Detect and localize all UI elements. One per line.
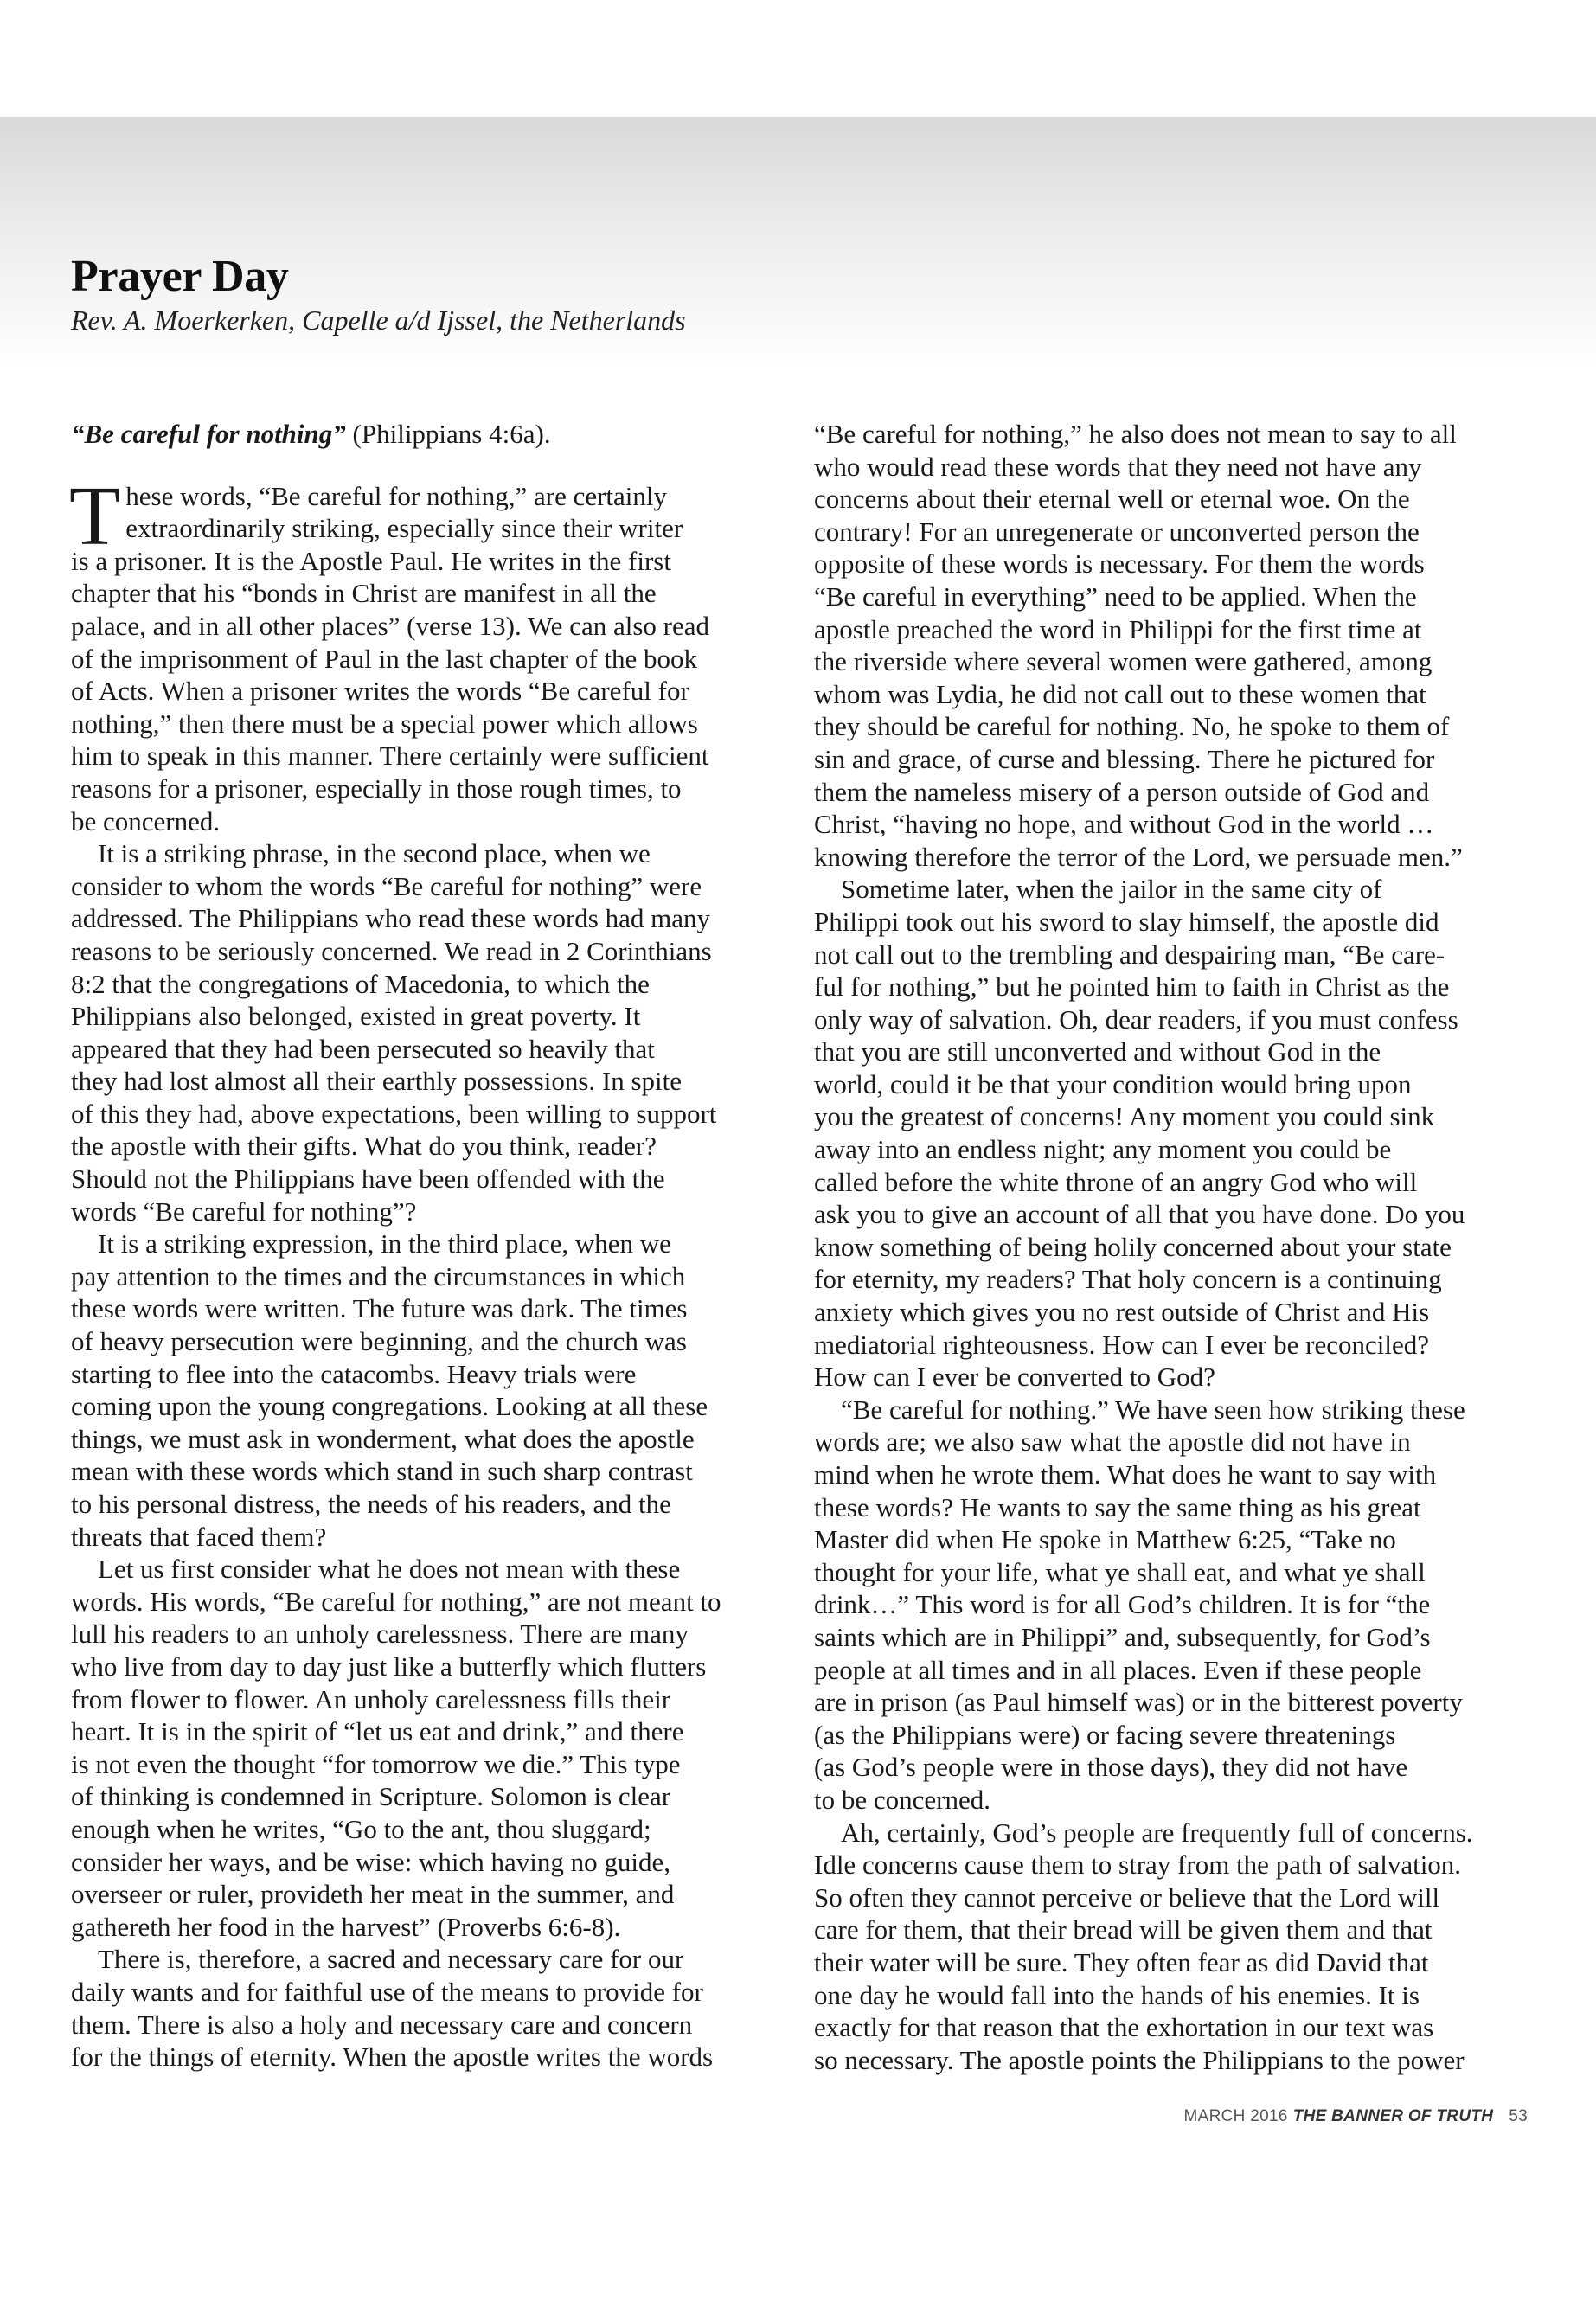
epigraph [71, 418, 777, 451]
text-line: from flower to flower. An unholy carelessness fills their [71, 1683, 671, 1715]
text-line: of the imprisonment of Paul in the last chapter of the book [71, 643, 698, 674]
text-line: Sometime later, when the jailor in the same city of [814, 874, 1382, 905]
text-line: things, we must ask in wonderment, what does the apostle [71, 1423, 695, 1454]
text-line: these words were written. The future was dark. The times [71, 1293, 688, 1324]
text-line: opposite of these words is necessary. For them the words [814, 548, 1425, 580]
text-line: they had lost almost all their earthly possessions. In spite [71, 1066, 683, 1097]
text-line: be concerned. [71, 805, 221, 836]
text-line: apostle preached the word in Philippi for the first time at [814, 613, 1422, 644]
text-line: reasons for a prisoner, especially in those rough times, to [71, 772, 682, 804]
page-footer [1183, 2107, 1528, 2126]
text-line: of Acts. When a prisoner writes the words “Be careful for [71, 676, 689, 707]
text-line: gathereth her food in the harvest” (Proverbs 6:6-8). [71, 1911, 621, 1942]
text-line: Should not the Philippians have been offended with the [71, 1163, 665, 1195]
text-line: you the greatest of concerns! Any moment you could sink [814, 1101, 1435, 1132]
text-line: of this they had, above expectations, been willing to support [71, 1098, 717, 1129]
text-line: ask you to give an account of all that you have done. Do you [814, 1199, 1465, 1230]
text-line: saints which are in Philippi” and, subsequently, for God’s [814, 1621, 1431, 1652]
text-line: thought for your life, what ye shall eat, and what ye shall [814, 1556, 1426, 1587]
text-line: lull his readers to an unholy carelessness. There are many [71, 1618, 689, 1650]
text-line: palace, and in all other places” (verse 13). We can also read [71, 610, 709, 641]
text-line: concerns about their eternal well or eternal woe. On the [814, 484, 1410, 515]
text-line: him to speak in this manner. There certainly were sufficient [71, 740, 709, 772]
text-line: addressed. The Philippians who read these words had many [71, 903, 710, 934]
footer-issue: MARCH 2016 [1183, 2107, 1288, 2125]
text-line: that you are still unconverted and without God in the [814, 1036, 1381, 1067]
text-line: who live from day to day just like a butterfly which flutters [71, 1650, 707, 1682]
text-line: drink…” This word is for all God’s children. It is for “the [814, 1589, 1431, 1620]
text-line: Ah, certainly, God’s people are frequently full of concerns. [814, 1817, 1473, 1848]
text-line: How can I ever be converted to God? [814, 1362, 1215, 1393]
text-line: the apostle with their gifts. What do you think, reader? [71, 1131, 657, 1162]
text-line: people at all times and in all places. Even if these people [814, 1654, 1422, 1685]
text-line: Idle concerns cause them to stray from the path of salvation. [814, 1849, 1462, 1881]
left-column-text [69, 469, 777, 2073]
text-line: Philippians also belonged, existed in great poverty. It [71, 1001, 641, 1032]
epigraph-gap [71, 451, 777, 480]
text-line: heart. It is in the spirit of “let us eat and drink,” and there [71, 1716, 684, 1747]
text-line: world, could it be that your condition would bring upon [814, 1068, 1412, 1099]
epigraph-quote: “Be careful for nothing” [71, 419, 346, 449]
text-line: “Be careful for nothing.” We have seen how striking these [814, 1394, 1465, 1425]
text-line: they should be careful for nothing. No, he spoke to them of [814, 711, 1450, 742]
text-line: for the things of eternity. When the apostle writes the words [71, 2041, 714, 2073]
column-left [71, 418, 777, 2073]
text-line: daily wants and for faithful use of the means to provide for [71, 1976, 703, 2007]
text-line: who would read these words that they need not have any [814, 451, 1422, 482]
text-line: appeared that they had been persecuted so heavily that [71, 1033, 655, 1064]
drop-cap: T [69, 469, 121, 562]
text-line: contrary! For an unregenerate or unconverted person the [814, 516, 1420, 547]
text-line: There is, therefore, a sacred and necessary care for our [71, 1944, 684, 1975]
text-line: Christ, “having no hope, and without God in the world … [814, 809, 1434, 840]
text-line: only way of salvation. Oh, dear readers, if you must confess [814, 1003, 1458, 1035]
text-line: these words? He wants to say the same thing as his great [814, 1491, 1421, 1522]
text-line: anxiety which gives you no rest outside of Christ and His [814, 1297, 1430, 1328]
text-line: pay attention to the times and the circumstances in which [71, 1260, 686, 1292]
text-line: mind when he wrote them. What does he want to say with [814, 1459, 1437, 1490]
text-line: know something of being holily concerned about your state [814, 1231, 1452, 1262]
text-line: their water will be sure. They often fear as did David that [814, 1946, 1429, 1977]
text-line: It is a striking expression, in the third place, when we [71, 1228, 671, 1259]
text-line: consider her ways, and be wise: which having no guide, [71, 1846, 671, 1877]
right-column-text [814, 418, 1526, 2076]
text-line: whom was Lydia, he did not call out to these women that [814, 678, 1426, 709]
article-byline: Rev. A. Moerkerken, Capelle a/d Ijssel, the Netherlands [71, 304, 686, 336]
text-line: to his personal distress, the needs of his readers, and the [71, 1489, 671, 1519]
text-line: threats that faced them? [71, 1521, 327, 1552]
page-number: 53 [1509, 2107, 1528, 2125]
text-line: chapter that his “bonds in Christ are manifest in all the [71, 578, 657, 609]
text-line: sin and grace, of curse and blessing. There he pictured for [814, 743, 1435, 774]
text-line: for eternity, my readers? That holy concern is a continuing [814, 1264, 1442, 1295]
text-line: of thinking is condemned in Scripture. Solomon is clear [71, 1781, 671, 1812]
text-line: to be concerned. [814, 1784, 990, 1815]
text-line: one day he would fall into the hands of his enemies. It is [814, 1979, 1420, 2010]
text-line: (as the Philippians were) or facing severe threatenings [814, 1719, 1396, 1750]
text-line: “Be careful in everything” need to be applied. When the [814, 580, 1417, 612]
text-line: not call out to the trembling and despairing man, “Be care- [814, 939, 1445, 970]
text-line: Let us first consider what he does not mean with these [71, 1554, 681, 1585]
text-line: is not even the thought “for tomorrow we die.” This type [71, 1748, 681, 1779]
column-right [814, 418, 1526, 2076]
text-line: is a prisoner. It is the Apostle Paul. He writes in the first [71, 545, 671, 576]
text-line: mediatorial righteousness. How can I ever be reconciled? [814, 1329, 1429, 1360]
text-line: knowing therefore the terror of the Lord, we persuade men.” [814, 841, 1463, 872]
text-line: consider to whom the words “Be careful for nothing” were [71, 870, 702, 901]
epigraph-reference: (Philippians 4:6a). [345, 419, 551, 449]
text-line: reasons to be seriously concerned. We read in 2 Corinthians [71, 935, 712, 966]
text-line: extraordinarily striking, especially since their writer [125, 513, 683, 544]
text-line: Master did when He spoke in Matthew 6:25, “Take no [814, 1524, 1396, 1555]
footer-publication: THE BANNER OF TRUTH [1292, 2107, 1494, 2125]
text-line: called before the white throne of an angry God who will [814, 1166, 1418, 1197]
text-line: words “Be careful for nothing”? [71, 1195, 417, 1227]
text-line: words. His words, “Be careful for nothing,” are not meant to [71, 1586, 721, 1617]
text-line: are in prison (as Paul himself was) or in the bitterest poverty [814, 1687, 1463, 1718]
text-line: “Be careful for nothing,” he also does not mean to say to all [814, 419, 1457, 449]
text-line: of heavy persecution were beginning, and the church was [71, 1326, 687, 1357]
article-title: Prayer Day [71, 252, 289, 301]
text-line: so necessary. The apostle points the Philippians to the power [814, 2044, 1465, 2075]
text-line: coming upon the young congregations. Looking at all these [71, 1391, 708, 1422]
text-line: overseer or ruler, provideth her meat in the summer, and [71, 1879, 675, 1910]
text-line: hese words, “Be careful for nothing,” are certainly [125, 480, 668, 511]
text-line: nothing,” then there must be a special power which allows [71, 708, 698, 739]
text-line: words are; we also saw what the apostle did not have in [814, 1426, 1411, 1458]
text-line: ful for nothing,” but he pointed him to faith in Christ as the [814, 971, 1450, 1003]
text-line: 8:2 that the congregations of Macedonia, to which the [71, 968, 650, 999]
text-line: It is a striking phrase, in the second place, when we [71, 838, 651, 869]
text-line: care for them, that their bread will be given them and that [814, 1914, 1433, 1945]
text-line: Philippi took out his sword to slay himself, the apostle did [814, 906, 1439, 937]
text-line: them the nameless misery of a person outside of God and [814, 776, 1430, 807]
text-line: mean with these words which stand in such sharp contrast [71, 1456, 693, 1487]
text-line: So often they cannot perceive or believe that the Lord will [814, 1881, 1440, 1913]
text-line: (as God’s people were in those days), they did not have [814, 1752, 1408, 1783]
text-line: starting to flee into the catacombs. Heavy trials were [71, 1358, 637, 1389]
text-line: enough when he writes, “Go to the ant, thou sluggard; [71, 1813, 651, 1844]
text-line: exactly for that reason that the exhortation in our text was [814, 2012, 1434, 2043]
text-line: them. There is also a holy and necessary care and concern [71, 2009, 693, 2040]
text-line: the riverside where several women were gathered, among [814, 646, 1433, 677]
text-line: away into an endless night; any moment you could be [814, 1134, 1392, 1165]
